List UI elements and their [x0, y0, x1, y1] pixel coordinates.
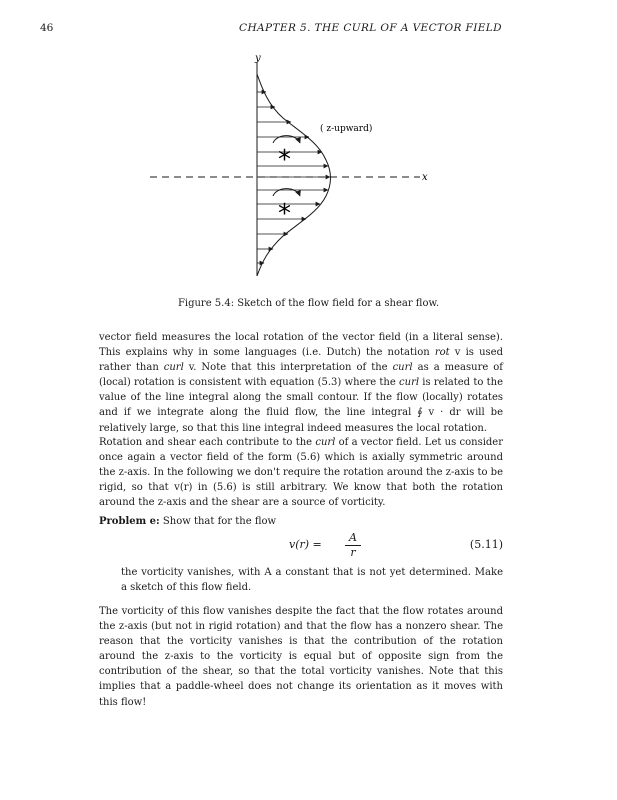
y-axis-label: y: [255, 53, 261, 64]
running-head: CHAPTER 5. THE CURL OF A VECTOR FIELD: [239, 22, 502, 34]
problem-body: the vorticity vanishes, with A a constant that is not yet determined. Make a sketch of this flow field.: [121, 567, 503, 594]
problem-label: Problem e:: [99, 516, 160, 527]
paragraph-vorticity-vanishes: The vorticity of this flow vanishes despite the fact that the flow rotates around the z-axis (but not in rigid rotation) and that the flow has a nonzero shear. The reason that the vorticity vanishes is that the contribution of the rotation around the z-axis to the vorticity is equal but of opposite sign from the contribution of the shear, so that the total vorticity vanishes. Note that this implies that a paddle-wheel does not change its orientation as it moves with this flow!: [99, 606, 503, 708]
velocity-profile: [257, 74, 331, 276]
paragraph-rotation-shear: Rotation and shear each contribute to the curl of a vector field. Let us consider once again a vector field of the form (5.6) which is axially symmetric around the z-axis. In the following we don't require the rotation around the z-axis to be rigid, so that v(r) in (5.6) is still arbitrary. We know that both the rotation around the z-axis and the shear are a source of vorticity.: [99, 437, 503, 509]
equation-5-11: [99, 530, 503, 564]
z-upward-annotation: ( z-upward): [320, 124, 373, 134]
paddle-wheel-upper: *: [278, 145, 291, 175]
equation-denominator: r: [350, 546, 356, 559]
equation-lhs: v(r) =: [289, 538, 322, 551]
shear-flow-figure: [0, 0, 617, 300]
page-number: 46: [40, 22, 54, 34]
problem-statement: Problem e: Show that for the flow: [99, 516, 277, 527]
x-axis-label: x: [422, 172, 428, 183]
equation-numerator: A: [345, 530, 361, 546]
paddle-wheel-lower: *: [278, 199, 291, 229]
figure-caption: Figure 5.4: Sketch of the flow field for a shear flow.: [177, 298, 440, 309]
paragraph-rotation-interpretation: vector field measures the local rotation of the vector field (in a literal sense). This explains why in some languages (i.e. Dutch) the notation rot v is used rather than curl v. Note that this interpretation of the curl as a measure of (local) rotation is consistent with equation (5.3) where the curl is related to the value of the line integral along the small contour. If the flow (locally) rotates and if we integrate along the fluid flow, the line integral ∮ v · dr will be relatively large, so that this line integral indeed measures the local rotation.: [99, 332, 504, 434]
equation-number: (5.11): [469, 538, 503, 551]
equation-fraction: [345, 530, 361, 560]
